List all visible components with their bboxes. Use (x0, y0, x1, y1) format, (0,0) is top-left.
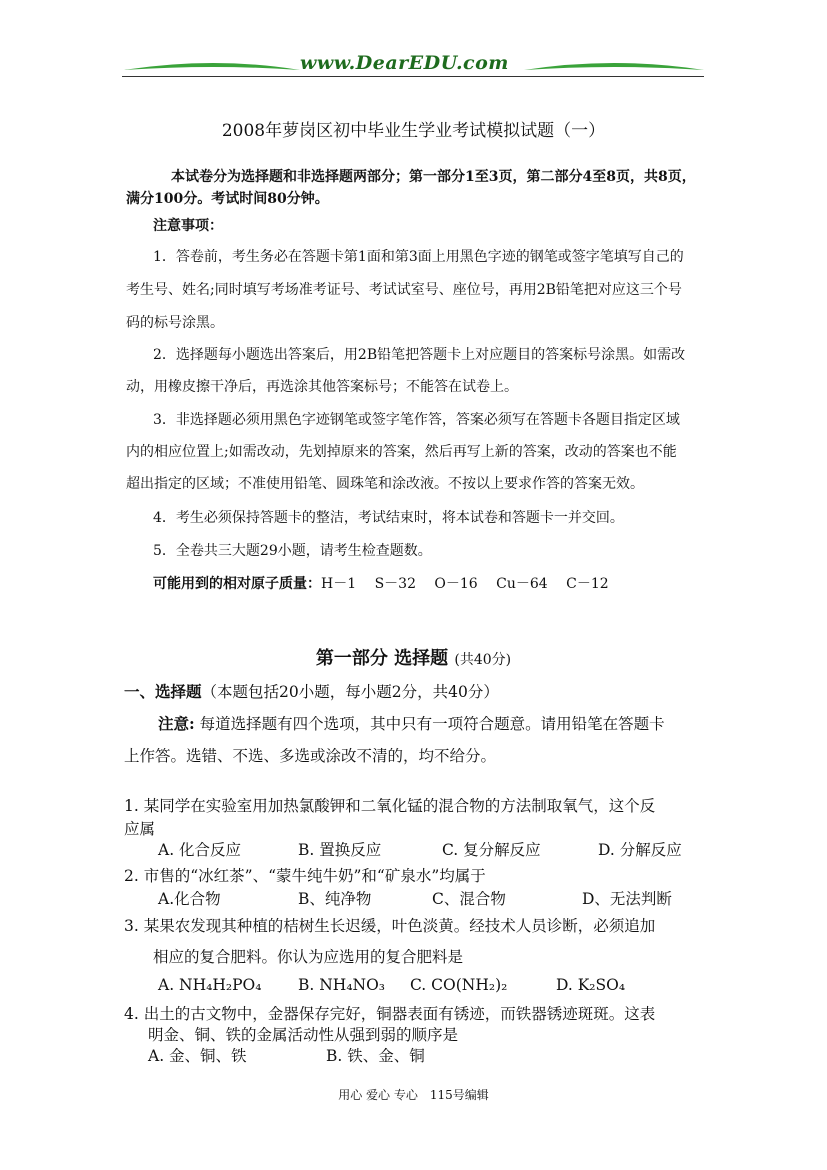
header-swoosh-right (524, 56, 704, 78)
q3-option-d: D. K₂SO₄ (556, 976, 626, 994)
header-swoosh-left (124, 56, 300, 78)
q1-stem-line-2: 应属 (124, 820, 156, 838)
q3-option-a: A. NH₄H₂PO₄ (158, 976, 262, 994)
page-title: 2008年萝岗区初中毕业生学业考试模拟试题（一） (221, 121, 606, 141)
q1-option-c: C. 复分解反应 (442, 841, 541, 859)
q3-option-b: B. NH₄NO₃ (298, 976, 386, 994)
q4-stem-line-1: 4. 出土的古文物中，金器保存完好，铜器表面有锈迹，而铁器锈迹斑斑。这表 (124, 1005, 656, 1023)
q2-stem: 2. 市售的“冰红茶”、“蒙牛纯牛奶”和“矿泉水”均属于 (124, 867, 486, 885)
note-5: 5．全卷共三大题29小题，请考生检查题数。 (153, 543, 432, 559)
atomic-mass-label: 可能用到的相对原子质量： (153, 576, 321, 592)
part1-heading: 第一部分 选择题 (315, 648, 449, 669)
site-logo: www.DearEDU.com (300, 52, 509, 74)
q4-option-a: A. 金、铜、铁 (148, 1047, 247, 1065)
note-1-line-3: 码的标号涂黑。 (126, 315, 224, 331)
section-label: 一、选择题 (124, 682, 202, 701)
note-3-line-1: 3．非选择题必须用黑色字迹钢笔或签字笔作答，答案必须写在答题卡各题目指定区域 (153, 412, 680, 428)
q4-stem-line-2: 明金、铜、铁的金属活动性从强到弱的顺序是 (148, 1026, 459, 1044)
atomic-mass-values: H－1 S－32 O－16 Cu－64 C－12 (321, 576, 609, 592)
q1-option-b: B. 置换反应 (298, 841, 382, 859)
note-4: 4．考生必须保持答题卡的整洁，考试结束时，将本试卷和答题卡一并交回。 (153, 510, 624, 526)
notice-line-1: 每道选择题有四个选项，其中只有一项符合题意。请用铅笔在答题卡 (199, 715, 665, 733)
part1-score: (共40分) (454, 652, 512, 668)
note-3-line-2: 内的相应位置上;如需改动，先划掉原来的答案，然后再写上新的答案，改动的答案也不能 (126, 444, 677, 460)
note-1-line-2: 考生号、姓名;同时填写考场准考证号、考试试室号、座位号，再用2B铅笔把对应这三个号 (126, 282, 682, 298)
q1-stem-line-1: 1. 某同学在实验室用加热氯酸钾和二氧化锰的混合物的方法制取氧气，这个反 (124, 797, 656, 815)
intro-line-1: 本试卷分为选择题和非选择题两部分；第一部分1至3页，第二部分4至8页，共8页， (171, 169, 696, 185)
notice-line-2: 上作答。选错、不选、多选或涂改不清的，均不给分。 (124, 747, 497, 765)
q1-option-d: D. 分解反应 (598, 841, 682, 859)
note-2-line-1: 2．选择题每小题选出答案后，用2B铅笔把答题卡上对应题目的答案标号涂黑。如需改 (153, 347, 686, 363)
intro-line-2: 满分100分。考试时间80分钟。 (126, 191, 329, 207)
q3-stem-line-2: 相应的复合肥料。你认为应选用的复合肥料是 (153, 948, 464, 966)
header-divider (122, 76, 704, 77)
q2-option-c: C、混合物 (432, 890, 506, 908)
notice-label: 注意: (158, 714, 195, 733)
section-desc: （本题包括20小题，每小题2分，共40分） (201, 683, 499, 701)
page-footer: 用心 爱心 专心 115号编辑 (338, 1088, 489, 1102)
note-1-line-1: 1．答卷前，考生务必在答题卡第1面和第3面上用黑色字迹的钢笔或签字笔填写自己的 (153, 249, 684, 265)
q3-stem-line-1: 3. 某果农发现其种植的桔树生长迟缓，叶色淡黄。经技术人员诊断，必须追加 (124, 917, 656, 935)
part1-title (0, 644, 827, 670)
note-2-line-2: 动，用橡皮擦干净后，再选涂其他答案标号；不能答在试卷上。 (126, 379, 518, 395)
q2-option-d: D、无法判断 (582, 890, 672, 908)
q1-option-a: A. 化合反应 (158, 841, 242, 859)
q2-option-b: B、纯净物 (298, 890, 372, 908)
notes-heading: 注意事项： (153, 218, 223, 234)
q2-option-a: A.化合物 (158, 890, 221, 908)
q3-option-c: C. CO(NH₂)₂ (410, 976, 508, 994)
q4-option-b: B. 铁、金、铜 (326, 1047, 425, 1065)
note-3-line-3: 超出指定的区域；不准使用铅笔、圆珠笔和涂改液。不按以上要求作答的答案无效。 (126, 476, 644, 492)
